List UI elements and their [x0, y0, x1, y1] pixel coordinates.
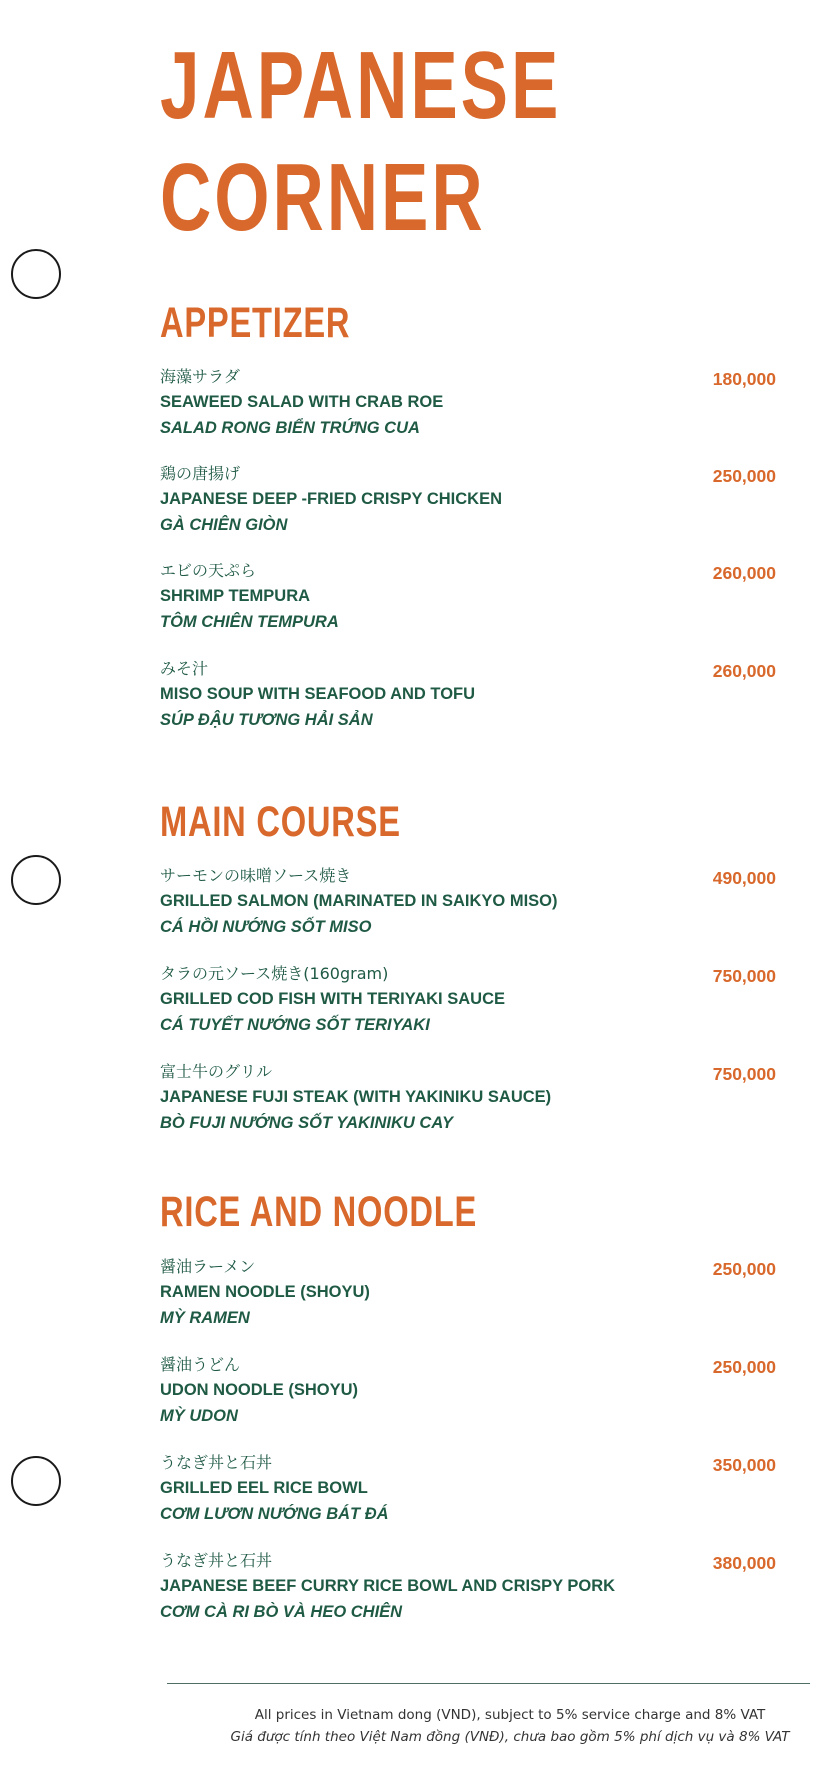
item-price: 350,000 — [712, 1455, 776, 1475]
menu-item — [160, 1551, 776, 1631]
item-price: 750,000 — [712, 1064, 776, 1084]
menu-item — [160, 866, 776, 946]
item-vietnamese-name: SÚP ĐẬU TƯƠNG HẢI SẢN — [160, 711, 373, 729]
menu-item — [160, 1257, 776, 1337]
item-english-name: SEAWEED SALAD WITH CRAB ROE — [160, 393, 444, 411]
item-vietnamese-name: CƠM LƯƠN NƯỚNG BÁT ĐÁ — [160, 1505, 389, 1523]
section-title-rice-and-noodle: RICE AND NOODLE — [160, 1188, 478, 1236]
item-english-name: MISO SOUP WITH SEAFOOD AND TOFU — [160, 685, 476, 703]
menu-item — [160, 561, 776, 641]
item-english-name: JAPANESE FUJI STEAK (WITH YAKINIKU SAUCE) — [160, 1088, 552, 1106]
footer-note-vietnamese: Giá được tính theo Việt Nam đồng (VNĐ), chưa bao gồm 5% phí dịch vụ và 8% VAT — [230, 1729, 790, 1745]
item-vietnamese-name: SALAD RONG BIỂN TRỨNG CUA — [160, 419, 420, 437]
footer-divider — [167, 1683, 810, 1684]
item-price: 490,000 — [712, 868, 776, 888]
item-english-name: JAPANESE DEEP -FRIED CRISPY CHICKEN — [160, 490, 502, 508]
item-vietnamese-name: CÁ HỒI NƯỚNG SỐT MISO — [160, 918, 372, 936]
item-japanese-name: 海藻サラダ — [160, 367, 240, 386]
item-japanese-name: うなぎ丼と石丼 — [160, 1453, 273, 1472]
item-price: 380,000 — [712, 1553, 776, 1573]
item-vietnamese-name: BÒ FUJI NƯỚNG SỐT YAKINIKU CAY — [160, 1114, 454, 1132]
item-price: 250,000 — [712, 1259, 776, 1279]
section-title-main-course: MAIN COURSE — [160, 798, 401, 846]
menu-item — [160, 464, 776, 544]
item-vietnamese-name: CƠM CÀ RI BÒ VÀ HEO CHIÊN — [160, 1603, 403, 1621]
menu-item — [160, 367, 776, 447]
menu-item — [160, 1453, 776, 1533]
menu-item — [160, 659, 776, 739]
item-japanese-name: 鶏の唐揚げ — [160, 464, 241, 483]
menu-item — [160, 964, 776, 1044]
item-english-name: UDON NOODLE (SHOYU) — [160, 1381, 358, 1399]
item-price: 180,000 — [712, 369, 776, 389]
item-japanese-name: みそ汁 — [160, 659, 209, 678]
item-english-name: SHRIMP TEMPURA — [160, 587, 311, 605]
item-japanese-name: 醤油うどん — [160, 1355, 241, 1374]
item-vietnamese-name: GÀ CHIÊN GIÒN — [160, 516, 288, 534]
item-price: 750,000 — [712, 966, 776, 986]
item-japanese-name: サーモンの味噌ソース焼き — [160, 866, 352, 885]
page-title-line-1: JAPANESE — [160, 32, 562, 139]
item-price: 260,000 — [712, 661, 776, 681]
item-japanese-name: タラの元ソース焼き(160gram) — [160, 964, 389, 983]
item-english-name: GRILLED SALMON (MARINATED IN SAIKYO MISO) — [160, 892, 558, 910]
item-english-name: GRILLED COD FISH WITH TERIYAKI SAUCE — [160, 990, 505, 1008]
item-japanese-name: エビの天ぷら — [160, 561, 257, 580]
item-vietnamese-name: TÔM CHIÊN TEMPURA — [160, 613, 339, 631]
menu-item — [160, 1355, 776, 1435]
binder-hole-top — [11, 249, 61, 299]
item-vietnamese-name: CÁ TUYẾT NƯỚNG SỐT TERIYAKI — [160, 1016, 430, 1034]
item-english-name: JAPANESE BEEF CURRY RICE BOWL AND CRISPY PORK — [160, 1577, 616, 1595]
page-title-line-2: CORNER — [160, 144, 486, 251]
item-japanese-name: 富士牛のグリル — [160, 1062, 273, 1081]
item-vietnamese-name: MỲ RAMEN — [160, 1309, 250, 1327]
item-english-name: GRILLED EEL RICE BOWL — [160, 1479, 368, 1497]
item-japanese-name: うなぎ丼と石丼 — [160, 1551, 273, 1570]
item-price: 260,000 — [712, 563, 776, 583]
menu-item — [160, 1062, 776, 1142]
section-title-appetizer: APPETIZER — [160, 299, 351, 347]
binder-hole-bottom — [11, 1456, 61, 1506]
item-price: 250,000 — [712, 466, 776, 486]
item-vietnamese-name: MỲ UDON — [160, 1407, 238, 1425]
binder-hole-middle — [11, 855, 61, 905]
item-english-name: RAMEN NOODLE (SHOYU) — [160, 1283, 370, 1301]
page-title — [160, 30, 561, 254]
footer-note-english: All prices in Vietnam dong (VND), subject to 5% service charge and 8% VAT — [254, 1707, 766, 1723]
item-price: 250,000 — [712, 1357, 776, 1377]
item-japanese-name: 醤油ラーメン — [160, 1257, 256, 1276]
